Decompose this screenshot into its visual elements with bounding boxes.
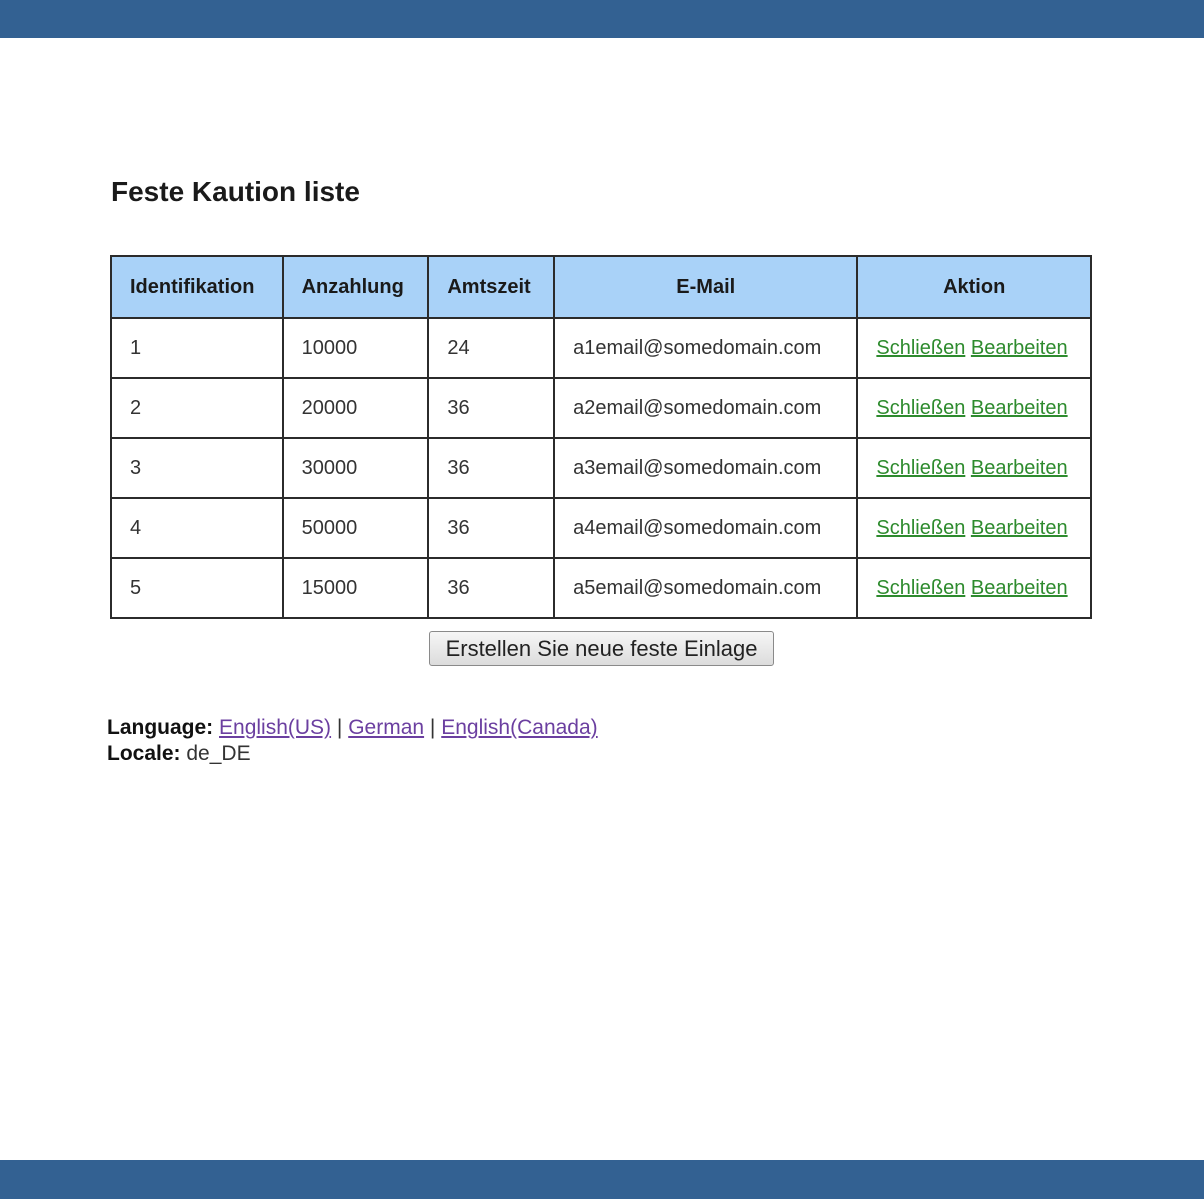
- cell-deposit: 10000: [283, 318, 429, 378]
- close-link[interactable]: Schließen: [876, 456, 966, 479]
- top-header-bar: [0, 0, 1204, 38]
- table-row: [111, 318, 1091, 378]
- edit-link[interactable]: Bearbeiten: [970, 576, 1068, 599]
- cell-email: a1email@somedomain.com: [554, 318, 857, 378]
- cell-term: 36: [428, 558, 554, 618]
- close-link[interactable]: Schließen: [876, 516, 966, 539]
- cell-action: [857, 558, 1091, 618]
- cell-term: 36: [428, 378, 554, 438]
- column-header-deposit: Anzahlung: [283, 256, 429, 318]
- edit-link[interactable]: Bearbeiten: [970, 396, 1068, 419]
- cell-id: 5: [111, 558, 283, 618]
- table-row: [111, 438, 1091, 498]
- table-row: [111, 558, 1091, 618]
- language-row: [107, 715, 598, 741]
- close-link[interactable]: Schließen: [876, 396, 966, 419]
- column-header-email: E-Mail: [554, 256, 857, 318]
- bottom-footer-bar: [0, 1160, 1204, 1199]
- language-link-english-us[interactable]: English(US): [219, 716, 332, 739]
- cell-deposit: 50000: [283, 498, 429, 558]
- locale-row: [107, 741, 598, 767]
- cell-deposit: 20000: [283, 378, 429, 438]
- separator: |: [429, 716, 436, 739]
- cell-action: [857, 438, 1091, 498]
- cell-deposit: 15000: [283, 558, 429, 618]
- column-header-action: Aktion: [857, 256, 1091, 318]
- fixed-deposit-table: [110, 255, 1092, 619]
- create-fixed-deposit-button[interactable]: Erstellen Sie neue feste Einlage: [429, 631, 774, 666]
- column-header-id: Identifikation: [111, 256, 283, 318]
- cell-term: 24: [428, 318, 554, 378]
- cell-action: [857, 318, 1091, 378]
- cell-action: [857, 378, 1091, 438]
- cell-email: a4email@somedomain.com: [554, 498, 857, 558]
- cell-email: a5email@somedomain.com: [554, 558, 857, 618]
- separator: |: [336, 716, 343, 739]
- language-locale-block: [107, 715, 598, 767]
- locale-value: de_DE: [186, 742, 251, 765]
- cell-id: 4: [111, 498, 283, 558]
- table-row: [111, 378, 1091, 438]
- edit-link[interactable]: Bearbeiten: [970, 516, 1068, 539]
- language-label: Language:: [107, 716, 214, 739]
- table-row: [111, 498, 1091, 558]
- column-header-term: Amtszeit: [428, 256, 554, 318]
- cell-action: [857, 498, 1091, 558]
- cell-id: 3: [111, 438, 283, 498]
- cell-term: 36: [428, 498, 554, 558]
- cell-email: a2email@somedomain.com: [554, 378, 857, 438]
- cell-term: 36: [428, 438, 554, 498]
- cell-email: a3email@somedomain.com: [554, 438, 857, 498]
- edit-link[interactable]: Bearbeiten: [970, 456, 1068, 479]
- close-link[interactable]: Schließen: [876, 576, 966, 599]
- cell-deposit: 30000: [283, 438, 429, 498]
- cell-id: 2: [111, 378, 283, 438]
- language-link-german[interactable]: German: [348, 716, 425, 739]
- locale-label: Locale:: [107, 742, 181, 765]
- cell-id: 1: [111, 318, 283, 378]
- table-header-row: [111, 256, 1091, 318]
- page-title: Feste Kaution liste: [111, 176, 360, 207]
- language-link-english-canada[interactable]: English(Canada): [441, 716, 598, 739]
- close-link[interactable]: Schließen: [876, 336, 966, 359]
- edit-link[interactable]: Bearbeiten: [970, 336, 1068, 359]
